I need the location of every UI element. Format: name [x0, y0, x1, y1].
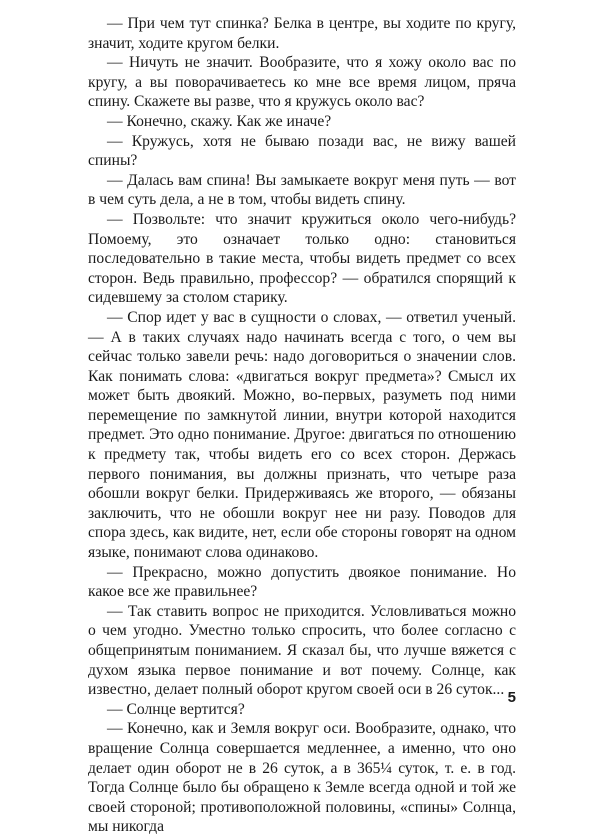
- paragraph: — Прекрасно, можно допустить двоякое понимание. Но какое все же правильнее?: [88, 563, 516, 601]
- paragraph: — Позвольте: что значит кружиться около чего-нибудь? Помоему, это означает только одно: становиться последовательно в такие места, чтобы видеть предмет со всех сторон. Ведь правильно, профессор? — обратился спорящий к сидевшему за столом старику.: [88, 210, 516, 307]
- paragraph: — Так ставить вопрос не приходится. Условливаться можно о чем угодно. Уместно только спросить, что более согласно с общепринятым пониманием. Я сказал бы, что лучше вяжется с духом языка первое понимание и вот почему. Солнце, как известно, делает полный оборот кругом своей оси в 26 суток...: [88, 602, 516, 699]
- paragraph: — Спор идет у вас в сущности о словах, — ответил ученый. — А в таких случаях надо начинать всегда с того, о чем вы сейчас только завели речь: надо договориться о значении слов. Как понимать слова: «двигаться вокруг предмета»? Смысл их может быть двоякий. Можно, во-первых, разуметь под ними перемещение по замкнутой линии, внутри которой находится предмет. Это одно понимание. Другое: двигаться по отношению к предмету так, чтобы видеть его со всех сторон. Держась первого понимания, вы должны признать, что четыре раза обошли вокруг белки. Придерживаясь же второго, — обязаны заключить, что не обошли вокруг нее ни разу. Поводов для спора здесь, как видите, нет, если обе стороны говорят на одном языке, понимают слова одинаково.: [88, 308, 516, 562]
- paragraph: — Конечно, скажу. Как же иначе?: [107, 112, 332, 130]
- paragraph: — Солнце вертится?: [107, 700, 245, 718]
- paragraph: — Кружусь, хотя не бываю позади вас, не вижу вашей спины?: [88, 132, 516, 170]
- paragraph: — Ничуть не значит. Вообразите, что я хожу около вас по кругу, а вы поворачиваетесь ко мне все время лицом, пряча спину. Скажете вы разве, что я кружусь около вас?: [88, 54, 516, 111]
- document-body: [88, 14, 516, 837]
- paragraph: — Далась вам спина! Вы замыкаете вокруг меня путь — вот в чем суть дела, а не в том, чтобы видеть спину.: [88, 171, 516, 209]
- paragraph: — При чем тут спинка? Белка в центре, вы ходите по кругу, значит, ходите кругом белки.: [88, 15, 516, 52]
- paragraph: — Конечно, как и Земля вокруг оси. Вообразите, однако, что вращение Солнца совершается медленнее, а именно, что оно делает один оборот не в 26 суток, а в 365¼ суток, т. е. в год. Тогда Солнце было бы обращено к Земле всегда одной и той же своей стороной; противоположной половины, «спины» Солнца, мы никогда: [88, 720, 516, 836]
- page-number: 5: [507, 689, 516, 706]
